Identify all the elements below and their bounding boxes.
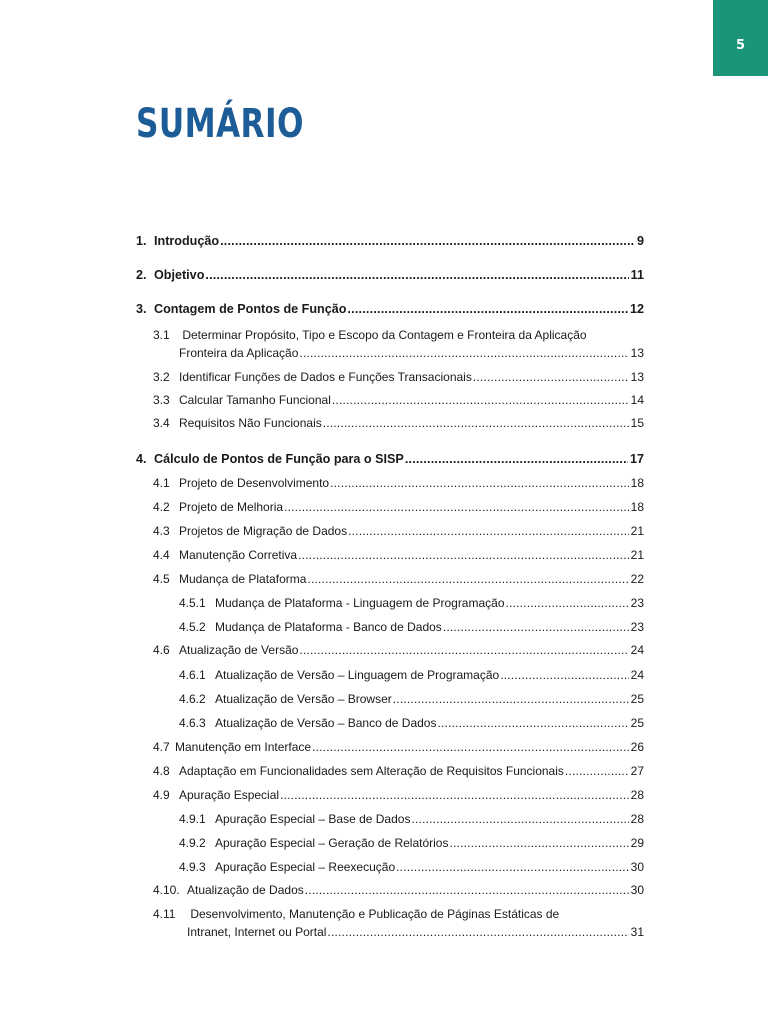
- toc-page: 13: [630, 346, 644, 360]
- toc-page: 9: [636, 234, 644, 248]
- toc-entry-4-4[interactable]: [0, 548, 644, 563]
- toc-page: 24: [630, 643, 644, 657]
- toc-label: Mudança de Plataforma: [179, 572, 307, 586]
- toc-label: Desenvolvimento, Manutenção e Publicação de Páginas Estáticas de: [190, 907, 560, 921]
- toc-number: 4.6.3: [179, 716, 206, 730]
- toc-page: 26: [630, 740, 644, 754]
- toc-entry-4-9-2[interactable]: [0, 836, 644, 851]
- toc-page: 25: [630, 692, 644, 706]
- toc-page: 15: [630, 416, 644, 430]
- toc-label: Contagem de Pontos de Função: [154, 302, 347, 316]
- toc-label: Requisitos Não Funcionais: [179, 416, 322, 430]
- toc-number: 4.9: [153, 788, 170, 802]
- toc-page: 11: [630, 268, 644, 282]
- toc-label: Projeto de Melhoria: [179, 500, 284, 514]
- toc-leader: [299, 643, 628, 658]
- toc-number: 4.9.1: [179, 812, 206, 826]
- toc-number: 3.3: [153, 393, 170, 407]
- toc-page: 31: [630, 925, 644, 939]
- toc-number: 4.6.1: [179, 668, 206, 682]
- toc-entry-4-5-2[interactable]: [0, 620, 644, 635]
- toc-label: Atualização de Dados: [187, 883, 304, 897]
- toc-number: 4.: [136, 452, 147, 466]
- toc-label: Atualização de Versão: [179, 643, 299, 657]
- toc-leader: [327, 925, 628, 940]
- toc-number: 4.10.: [153, 883, 180, 897]
- toc-page: 21: [630, 548, 644, 562]
- toc-label: Atualização de Versão – Banco de Dados: [215, 716, 437, 730]
- toc-number: 4.5.2: [179, 620, 206, 634]
- toc-leader: [473, 370, 629, 385]
- toc-number: 4.2: [153, 500, 170, 514]
- toc-leader: [330, 476, 629, 491]
- toc-number: 4.5.1: [179, 596, 206, 610]
- toc-entry-4-3[interactable]: [0, 524, 644, 539]
- toc-number: 4.7: [153, 740, 170, 754]
- toc-label: Projeto de Desenvolvimento: [179, 476, 330, 490]
- toc-label: Atualização de Versão – Linguagem de Programação: [215, 668, 500, 682]
- toc-number: 1.: [136, 234, 147, 248]
- toc-label: Atualização de Versão – Browser: [215, 692, 392, 706]
- toc-entry-4[interactable]: [0, 452, 644, 467]
- toc-number: 4.9.3: [179, 860, 206, 874]
- toc-number: 3.: [136, 302, 147, 316]
- toc-number: 4.8: [153, 764, 170, 778]
- toc-entry-4-11[interactable]: [0, 907, 644, 940]
- toc-label: Apuração Especial: [179, 788, 280, 802]
- toc-page: 18: [630, 500, 644, 514]
- toc-leader: [565, 764, 629, 779]
- toc-page: 22: [630, 572, 644, 586]
- toc-label: Cálculo de Pontos de Função para o SISP: [154, 452, 404, 466]
- toc-leader: [205, 268, 628, 283]
- toc-page: 28: [630, 812, 644, 826]
- toc-entry-4-9-3[interactable]: [0, 860, 644, 875]
- toc-entry-2[interactable]: [0, 268, 644, 283]
- toc-label: Manutenção em Interface: [175, 740, 312, 754]
- toc-number: 3.1: [153, 328, 170, 342]
- toc-leader: [280, 788, 629, 803]
- toc-leader: [220, 234, 635, 249]
- toc-page: 27: [630, 764, 644, 778]
- toc-entry-3-1[interactable]: [0, 328, 644, 361]
- toc-label: Identificar Funções de Dados e Funções Transacionais: [179, 370, 472, 384]
- toc-page: 17: [629, 452, 644, 466]
- toc-leader: [347, 302, 628, 317]
- toc-entry-3[interactable]: [0, 302, 644, 317]
- toc-entry-4-6-3[interactable]: [0, 716, 644, 731]
- page-number: 5: [735, 38, 746, 53]
- toc-entry-4-2[interactable]: [0, 500, 644, 515]
- toc-leader: [299, 346, 628, 361]
- toc-page: 13: [630, 370, 644, 384]
- toc-label-continued: Intranet, Internet ou Portal: [187, 925, 327, 939]
- toc-label: Projetos de Migração de Dados: [179, 524, 348, 538]
- toc-label: Apuração Especial – Base de Dados: [215, 812, 411, 826]
- toc-page: 21: [630, 524, 644, 538]
- toc-leader: [437, 716, 628, 731]
- toc-number: 3.2: [153, 370, 170, 384]
- toc-leader: [323, 416, 629, 431]
- toc-page: 30: [630, 860, 644, 874]
- toc-leader: [393, 692, 629, 707]
- toc-label: Apuração Especial – Geração de Relatórios: [215, 836, 449, 850]
- toc-leader: [307, 572, 628, 587]
- toc-label: Apuração Especial – Reexecução: [215, 860, 396, 874]
- toc-page: 23: [630, 620, 644, 634]
- toc-entry-3-4[interactable]: [0, 416, 644, 431]
- toc-label: Determinar Propósito, Tipo e Escopo da Contagem e Fronteira da Aplicação: [182, 328, 587, 342]
- toc-page: 12: [629, 302, 644, 316]
- toc-number: 4.11: [153, 907, 176, 921]
- toc-leader: [348, 524, 629, 539]
- toc-leader: [305, 883, 629, 898]
- toc-page: 18: [630, 476, 644, 490]
- toc-page: 24: [630, 668, 644, 682]
- toc-leader: [396, 860, 629, 875]
- toc-number: 2.: [136, 268, 147, 282]
- toc-number: 4.4: [153, 548, 170, 562]
- toc-leader: [298, 548, 629, 563]
- toc-page: 23: [630, 596, 644, 610]
- toc-leader: [332, 393, 629, 408]
- toc-label: Mudança de Plataforma - Banco de Dados: [215, 620, 442, 634]
- toc-number: 4.9.2: [179, 836, 206, 850]
- toc-number: 4.3: [153, 524, 170, 538]
- toc-page: 29: [630, 836, 644, 850]
- page-title: SUMÁRIO: [136, 101, 304, 147]
- toc-label: Adaptação em Funcionalidades sem Alteração de Requisitos Funcionais: [179, 764, 564, 778]
- toc-label: Mudança de Plataforma - Linguagem de Programação: [215, 596, 505, 610]
- toc-page: 30: [630, 883, 644, 897]
- toc-entry-3-3[interactable]: [0, 393, 644, 408]
- toc-page: 25: [630, 716, 644, 730]
- toc-entry-4-5[interactable]: [0, 572, 644, 587]
- toc-label: Introdução: [154, 234, 220, 248]
- toc-leader: [506, 596, 629, 611]
- toc-leader: [312, 740, 629, 755]
- toc-leader: [443, 620, 629, 635]
- toc-number: 4.5: [153, 572, 170, 586]
- toc-entry-4-1[interactable]: [0, 476, 644, 491]
- toc-entry-4-8[interactable]: [0, 764, 644, 779]
- toc-label-continued: Fronteira da Aplicação: [179, 346, 299, 360]
- toc-leader: [284, 500, 629, 515]
- toc-entry-4-9[interactable]: [0, 788, 644, 803]
- toc-entry-4-5-1[interactable]: [0, 596, 644, 611]
- toc-leader: [500, 668, 628, 683]
- toc-label: Calcular Tamanho Funcional: [179, 393, 331, 407]
- toc-label: Objetivo: [154, 268, 205, 282]
- toc-entry-4-6-1[interactable]: [0, 668, 644, 683]
- toc-leader: [405, 452, 628, 467]
- toc-leader: [411, 812, 628, 827]
- toc-number: 4.6: [153, 643, 170, 657]
- toc-number: 4.6.2: [179, 692, 206, 706]
- toc-entry-1[interactable]: [0, 234, 644, 249]
- toc-entry-4-7[interactable]: [0, 740, 644, 755]
- toc-entry-4-10[interactable]: [0, 883, 644, 898]
- toc-entry-4-6[interactable]: [0, 643, 644, 658]
- toc-number: 4.1: [153, 476, 170, 490]
- toc-entry-4-9-1[interactable]: [0, 812, 644, 827]
- toc-label: Manutenção Corretiva: [179, 548, 298, 562]
- toc-page: 28: [630, 788, 644, 802]
- toc-entry-3-2[interactable]: [0, 370, 644, 385]
- toc-leader: [449, 836, 628, 851]
- toc-entry-4-6-2[interactable]: [0, 692, 644, 707]
- toc-number: 3.4: [153, 416, 170, 430]
- toc-page: 14: [630, 393, 644, 407]
